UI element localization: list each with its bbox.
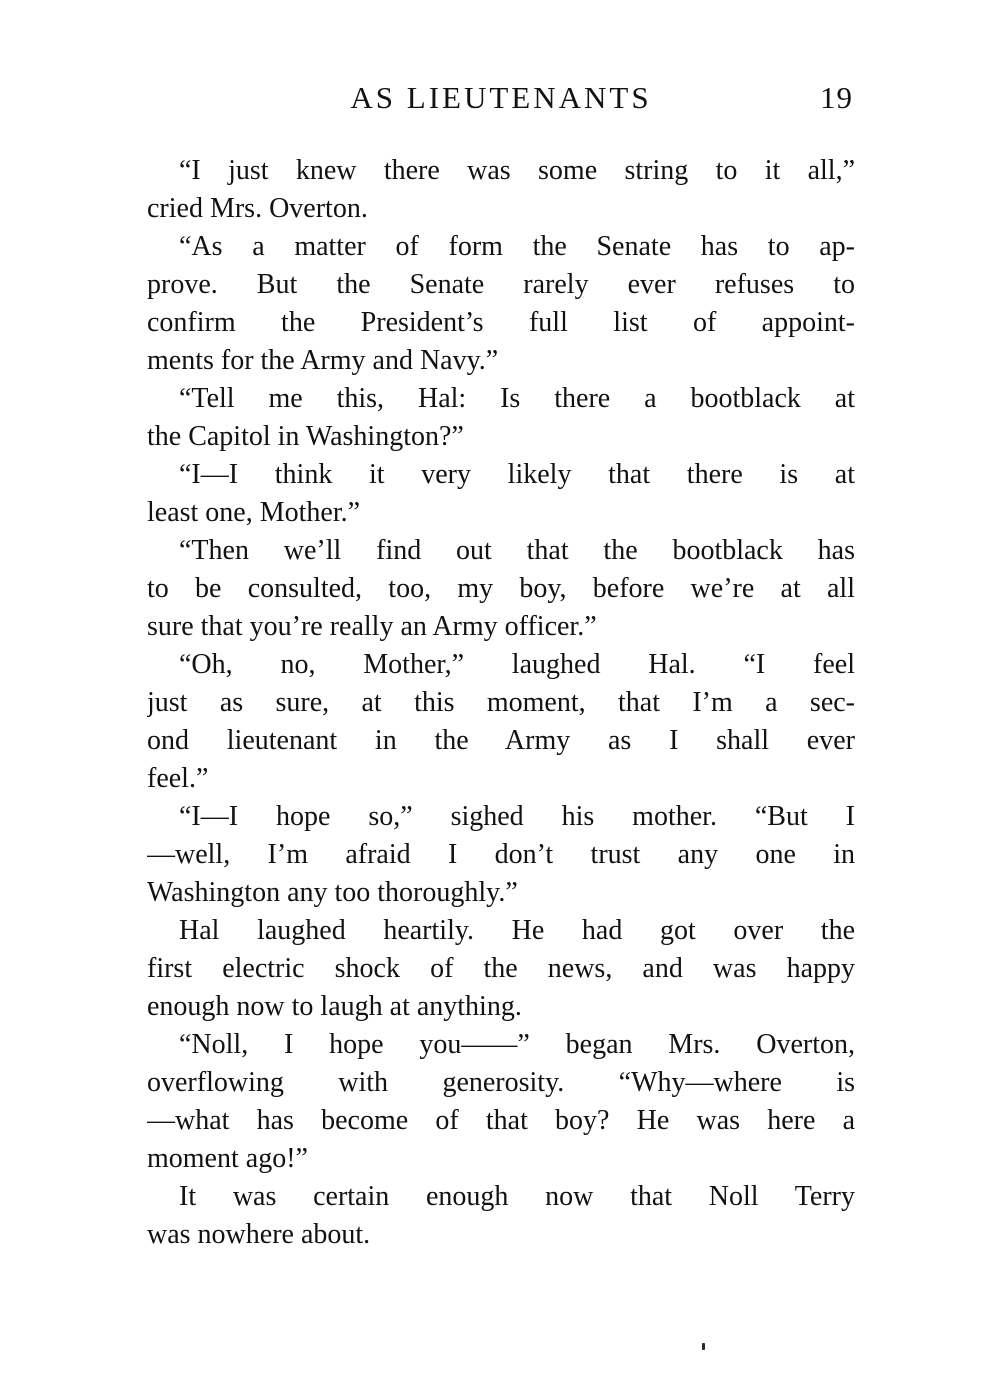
paragraph	[147, 798, 855, 912]
text-line: enough now to laugh at anything.	[147, 991, 522, 1022]
paragraph	[147, 1178, 855, 1254]
text-line: —well, I’m afraid I don’t trust any one in	[147, 839, 855, 870]
paragraph	[147, 532, 855, 646]
text-line: confirm the President’s full list of appoint-	[147, 307, 855, 338]
running-title: AS LIEUTENANTS	[350, 80, 652, 115]
text-line: first electric shock of the news, and was happy	[147, 953, 855, 984]
text-line: sure that you’re really an Army officer.”	[147, 611, 597, 642]
text-line: ments for the Army and Navy.”	[147, 345, 499, 376]
text-line: “Then we’ll find out that the bootblack has	[179, 535, 855, 566]
text-line: just as sure, at this moment, that I’m a sec-	[147, 687, 855, 718]
page-header	[147, 80, 855, 120]
paragraph	[147, 152, 855, 228]
text-line: It was certain enough now that Noll Terry	[179, 1181, 855, 1212]
paragraph	[147, 456, 855, 532]
text-line: moment ago!”	[147, 1143, 308, 1174]
page-number: 19	[820, 80, 853, 115]
text-line: “Noll, I hope you——” began Mrs. Overton,	[179, 1029, 855, 1060]
paragraph	[147, 646, 855, 798]
scan-artifact	[702, 1343, 705, 1350]
text-line: the Capitol in Washington?”	[147, 421, 464, 452]
text-line: “I—I think it very likely that there is at	[179, 459, 855, 490]
text-line: —what has become of that boy? He was here a	[147, 1105, 855, 1136]
paragraph	[147, 912, 855, 1026]
text-line: “Tell me this, Hal: Is there a bootblack at	[179, 383, 855, 414]
text-line: “As a matter of form the Senate has to ap-	[179, 231, 855, 262]
text-line: was nowhere about.	[147, 1219, 371, 1250]
text-line: least one, Mother.”	[147, 497, 361, 528]
text-line: Washington any too thoroughly.”	[147, 877, 518, 908]
text-line: feel.”	[147, 763, 209, 794]
page-body	[147, 152, 855, 1254]
paragraph	[147, 1026, 855, 1178]
text-line: prove. But the Senate rarely ever refuses to	[147, 269, 855, 300]
paragraph	[147, 228, 855, 380]
text-line: ond lieutenant in the Army as I shall ever	[147, 725, 855, 756]
text-line: “Oh, no, Mother,” laughed Hal. “I feel	[179, 649, 855, 680]
text-line: overflowing with generosity. “Why—where is	[147, 1067, 855, 1098]
text-line: “I just knew there was some string to it all,”	[179, 155, 855, 186]
paragraph	[147, 380, 855, 456]
text-line: cried Mrs. Overton.	[147, 193, 368, 224]
text-line: to be consulted, too, my boy, before we’re at all	[147, 573, 855, 604]
text-line: Hal laughed heartily. He had got over the	[179, 915, 855, 946]
text-line: “I—I hope so,” sighed his mother. “But I	[179, 801, 855, 832]
